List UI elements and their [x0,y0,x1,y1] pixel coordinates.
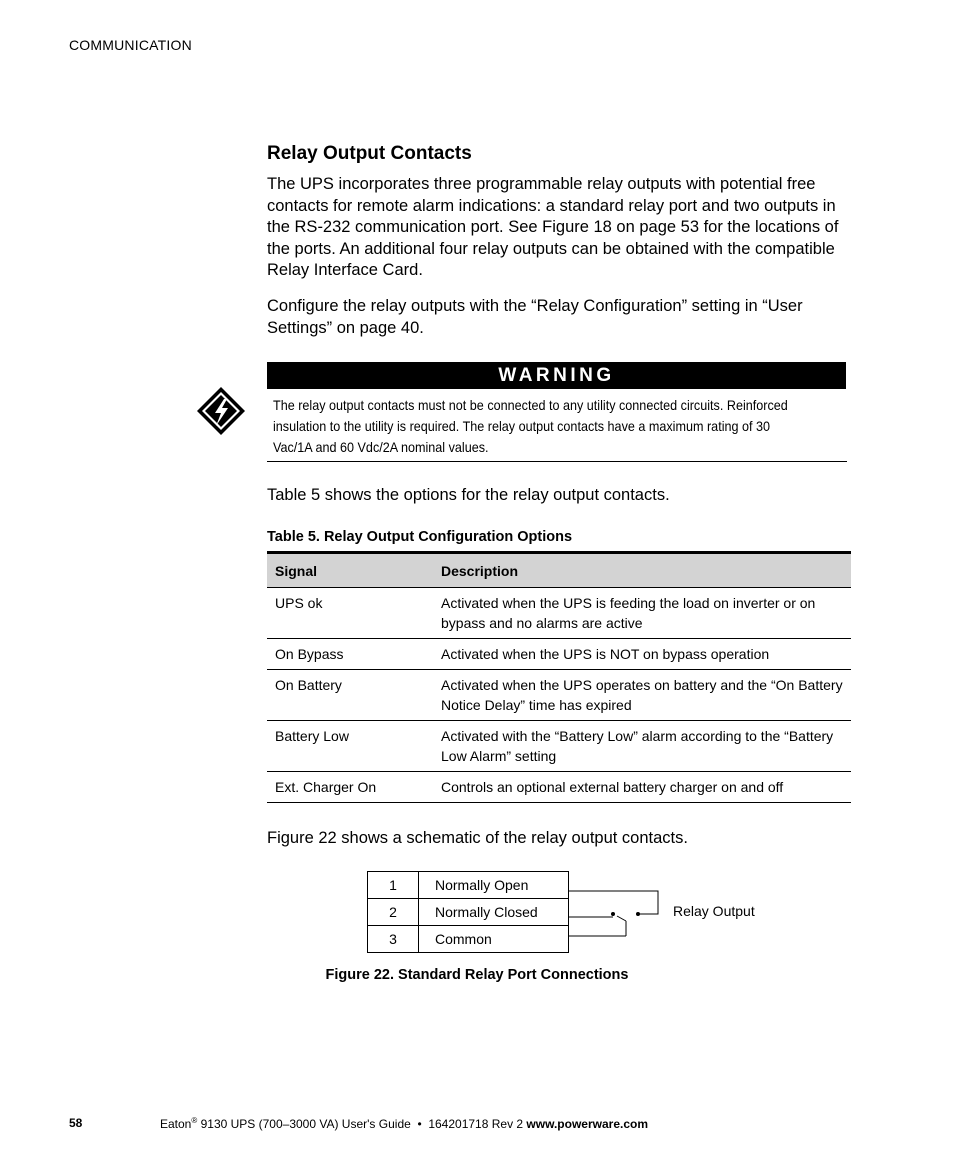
config-paragraph: Configure the relay outputs with the “Relay Configuration” setting in “User Settings” on page 40. [267,297,803,337]
pin-number: 1 [368,872,419,899]
signal-cell: Battery Low [275,728,349,744]
signal-cell: UPS ok [275,595,323,611]
electrical-hazard-icon [195,385,247,437]
signal-cell: On Bypass [275,646,344,662]
section-title: Relay Output Contacts [267,143,472,164]
pin-label: Normally Closed [419,899,569,926]
table-row [267,670,851,721]
pin-label: Common [419,926,569,953]
pin-row [368,899,569,926]
table-row [267,772,851,803]
pin-number: 3 [368,926,419,953]
running-header: COMMUNICATION [69,37,192,53]
footer-url: www.powerware.com [526,1117,648,1131]
warning-divider [267,461,847,462]
warning-banner [267,362,846,389]
description-cell: Activated when the UPS is NOT on bypass operation [441,646,770,662]
pin-row [368,872,569,899]
signal-cell: Ext. Charger On [275,779,377,795]
column-header-signal: Signal [275,562,318,579]
pin-label: Normally Open [419,872,569,899]
table-header-row [267,553,851,588]
description-cell: Controls an optional external battery charger on and off [441,779,784,795]
table-row [267,721,851,772]
table-row [267,639,851,670]
page-number: 58 [69,1116,83,1130]
footer-brand: Eaton [160,1117,192,1131]
warning-title: WARNING [498,365,615,386]
relay-options-table [267,551,851,803]
table-row [267,588,851,639]
figure-intro: Figure 22 shows a schematic of the relay output contacts. [267,829,688,847]
signal-cell: On Battery [275,677,342,693]
table-intro: Table 5 shows the options for the relay output contacts. [267,486,670,504]
warning-text: The relay output contacts must not be connected to any utility connected circuits. Reinforced insulation to the utility is required. The relay output contacts have a maximum rating of 30 Vac/1A and 60 Vdc/2A nominal values. [273,397,788,455]
column-header-description: Description [441,562,519,579]
table-caption: Table 5. Relay Output Configuration Options [267,529,573,545]
footer-guide-text: 9130 UPS (700–3000 VA) User's Guide • 164201718 Rev 2 [197,1117,527,1131]
pin-row [368,926,569,953]
registered-mark: ® [191,1116,198,1125]
relay-output-label: Relay Output [673,903,755,919]
relay-pin-table [367,871,569,953]
figure-caption: Figure 22. Standard Relay Port Connections [325,967,629,983]
pin-number: 2 [368,899,419,926]
description-cell: Activated with the “Battery Low” alarm according to the “Battery Low Alarm” setting [441,728,834,764]
intro-paragraph: The UPS incorporates three programmable relay outputs with potential free contacts for remote alarm indications: a standard relay port and two outputs in the RS-232 communication port. See Figure 18 on page 53 for the locations of the ports. An additional four relay outputs can be obtained with the compatible Relay Interface Card. [267,175,839,280]
footer-text [160,1116,648,1131]
description-cell: Activated when the UPS operates on battery and the “On Battery Notice Delay” time has expired [441,677,843,713]
relay-schematic [568,880,668,945]
description-cell: Activated when the UPS is feeding the load on inverter or on bypass and no alarms are active [441,595,816,631]
